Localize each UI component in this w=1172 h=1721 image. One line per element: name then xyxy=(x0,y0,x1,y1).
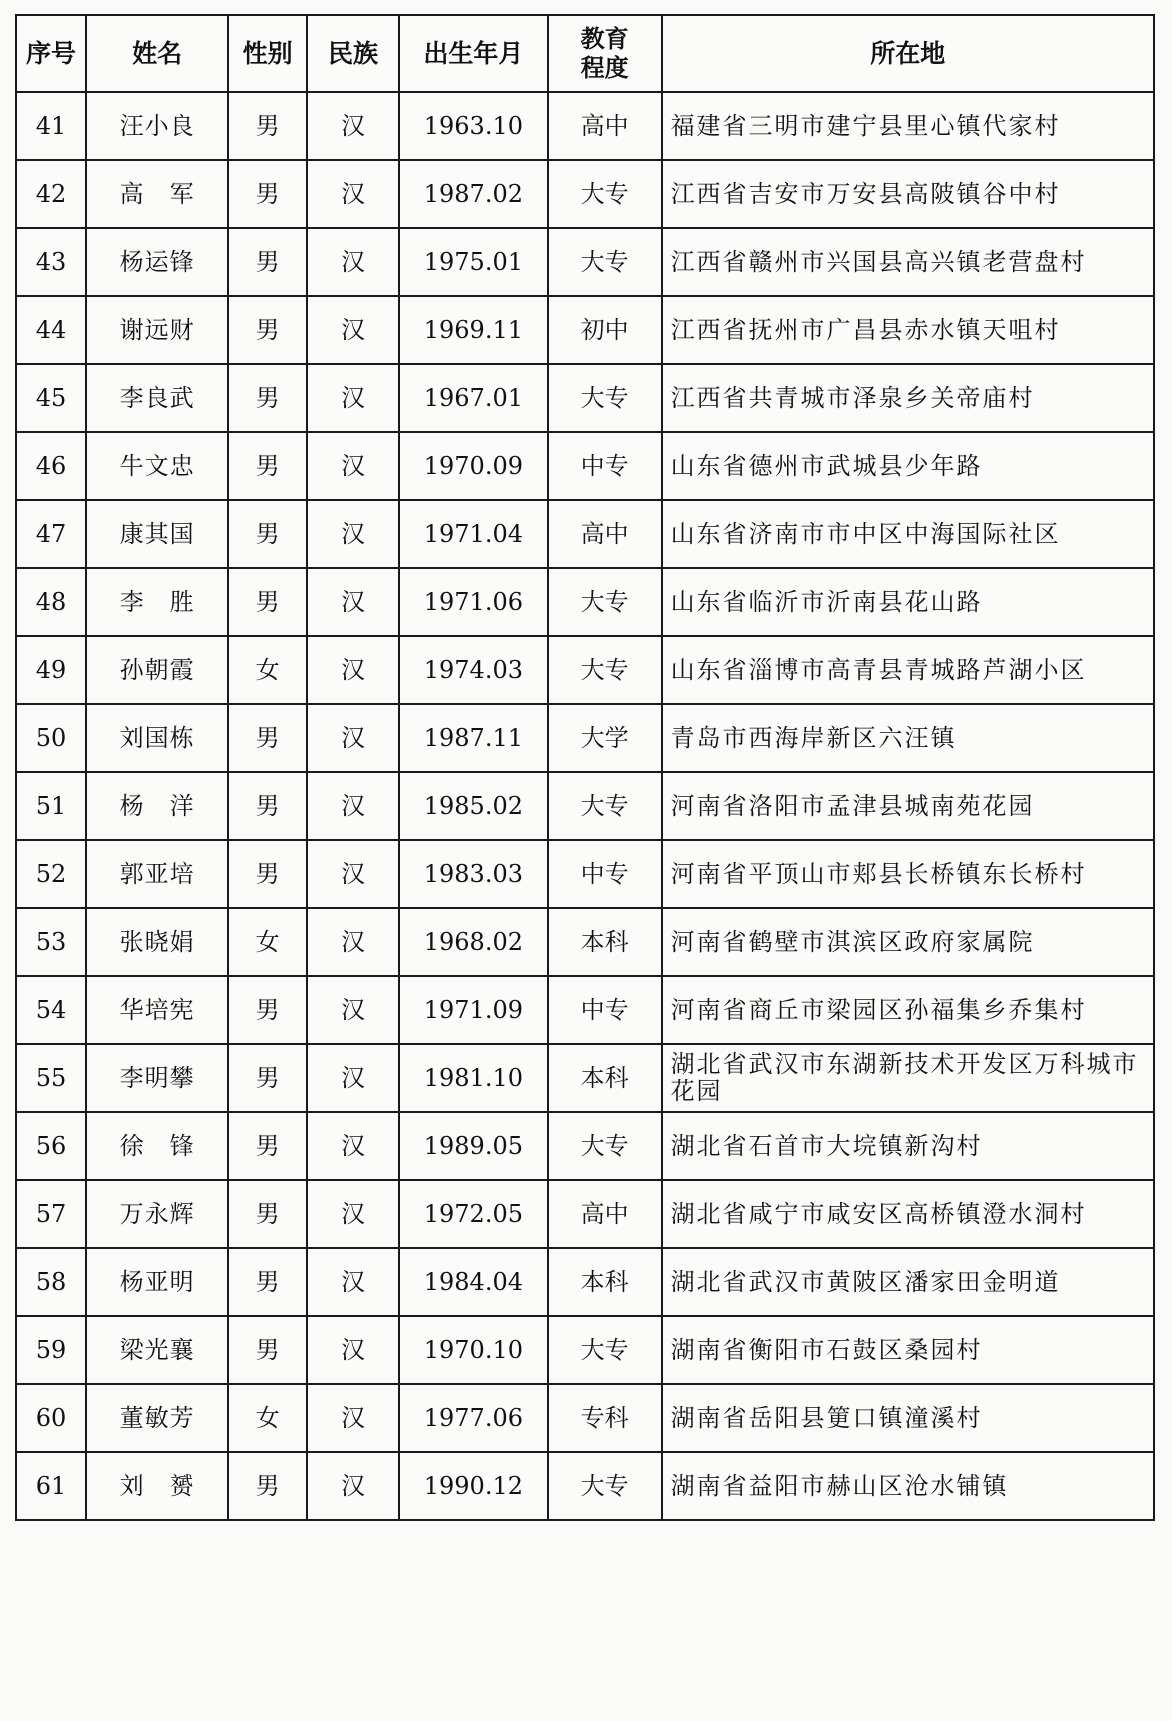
cell-name: 高 军 xyxy=(86,160,228,228)
table-row xyxy=(16,1180,1154,1248)
cell-birth: 1975.01 xyxy=(399,228,548,296)
cell-name: 李 胜 xyxy=(86,568,228,636)
cell-location: 江西省吉安市万安县高陂镇谷中村 xyxy=(662,160,1154,228)
cell-gender: 男 xyxy=(228,92,307,160)
table-body xyxy=(16,92,1154,1520)
cell-seq: 50 xyxy=(16,704,86,772)
cell-gender: 男 xyxy=(228,1248,307,1316)
cell-name: 董敏芳 xyxy=(86,1384,228,1452)
cell-name: 康其国 xyxy=(86,500,228,568)
header-birth: 出生年月 xyxy=(399,15,548,92)
cell-seq: 48 xyxy=(16,568,86,636)
cell-birth: 1971.06 xyxy=(399,568,548,636)
cell-ethnicity: 汉 xyxy=(307,772,399,840)
cell-location: 福建省三明市建宁县里心镇代家村 xyxy=(662,92,1154,160)
cell-location: 江西省共青城市泽泉乡关帝庙村 xyxy=(662,364,1154,432)
table-row xyxy=(16,772,1154,840)
cell-location: 湖南省岳阳县筻口镇潼溪村 xyxy=(662,1384,1154,1452)
cell-education: 本科 xyxy=(548,1248,662,1316)
header-seq: 序号 xyxy=(16,15,86,92)
cell-seq: 41 xyxy=(16,92,86,160)
table-row xyxy=(16,228,1154,296)
cell-seq: 46 xyxy=(16,432,86,500)
cell-education: 高中 xyxy=(548,92,662,160)
table-row xyxy=(16,1112,1154,1180)
cell-gender: 男 xyxy=(228,840,307,908)
cell-birth: 1989.05 xyxy=(399,1112,548,1180)
cell-gender: 男 xyxy=(228,228,307,296)
header-location: 所在地 xyxy=(662,15,1154,92)
cell-ethnicity: 汉 xyxy=(307,160,399,228)
cell-seq: 53 xyxy=(16,908,86,976)
cell-location: 湖北省武汉市黄陂区潘家田金明道 xyxy=(662,1248,1154,1316)
table-row xyxy=(16,1044,1154,1112)
cell-name: 杨亚明 xyxy=(86,1248,228,1316)
cell-location: 河南省洛阳市孟津县城南苑花园 xyxy=(662,772,1154,840)
cell-birth: 1967.01 xyxy=(399,364,548,432)
cell-name: 汪小良 xyxy=(86,92,228,160)
cell-education: 中专 xyxy=(548,976,662,1044)
cell-ethnicity: 汉 xyxy=(307,840,399,908)
cell-seq: 55 xyxy=(16,1044,86,1112)
cell-education: 本科 xyxy=(548,908,662,976)
cell-location: 江西省赣州市兴国县高兴镇老营盘村 xyxy=(662,228,1154,296)
cell-name: 杨 洋 xyxy=(86,772,228,840)
cell-birth: 1977.06 xyxy=(399,1384,548,1452)
cell-birth: 1983.03 xyxy=(399,840,548,908)
table-row xyxy=(16,432,1154,500)
cell-birth: 1970.10 xyxy=(399,1316,548,1384)
cell-location: 河南省鹤壁市淇滨区政府家属院 xyxy=(662,908,1154,976)
cell-ethnicity: 汉 xyxy=(307,1384,399,1452)
table-row xyxy=(16,296,1154,364)
cell-location: 山东省临沂市沂南县花山路 xyxy=(662,568,1154,636)
cell-gender: 男 xyxy=(228,1180,307,1248)
cell-name: 万永辉 xyxy=(86,1180,228,1248)
cell-seq: 54 xyxy=(16,976,86,1044)
cell-education: 专科 xyxy=(548,1384,662,1452)
cell-seq: 47 xyxy=(16,500,86,568)
cell-gender: 男 xyxy=(228,772,307,840)
cell-ethnicity: 汉 xyxy=(307,92,399,160)
cell-ethnicity: 汉 xyxy=(307,1180,399,1248)
cell-education: 初中 xyxy=(548,296,662,364)
cell-birth: 1974.03 xyxy=(399,636,548,704)
cell-education: 大专 xyxy=(548,1112,662,1180)
cell-name: 谢远财 xyxy=(86,296,228,364)
table-row xyxy=(16,364,1154,432)
cell-seq: 49 xyxy=(16,636,86,704)
cell-location: 山东省淄博市高青县青城路芦湖小区 xyxy=(662,636,1154,704)
cell-education: 大专 xyxy=(548,1316,662,1384)
header-ethnicity: 民族 xyxy=(307,15,399,92)
header-row xyxy=(16,15,1154,92)
table-row xyxy=(16,500,1154,568)
cell-gender: 男 xyxy=(228,1112,307,1180)
cell-education: 大专 xyxy=(548,568,662,636)
table-row xyxy=(16,1316,1154,1384)
cell-location: 河南省平顶山市郏县长桥镇东长桥村 xyxy=(662,840,1154,908)
cell-seq: 58 xyxy=(16,1248,86,1316)
cell-education: 大学 xyxy=(548,704,662,772)
cell-birth: 1972.05 xyxy=(399,1180,548,1248)
cell-education: 大专 xyxy=(548,1452,662,1520)
cell-ethnicity: 汉 xyxy=(307,1112,399,1180)
cell-seq: 56 xyxy=(16,1112,86,1180)
cell-education: 高中 xyxy=(548,500,662,568)
cell-birth: 1985.02 xyxy=(399,772,548,840)
cell-birth: 1987.11 xyxy=(399,704,548,772)
header-gender: 性别 xyxy=(228,15,307,92)
cell-birth: 1963.10 xyxy=(399,92,548,160)
cell-gender: 男 xyxy=(228,432,307,500)
cell-education: 大专 xyxy=(548,364,662,432)
cell-ethnicity: 汉 xyxy=(307,1248,399,1316)
table-row xyxy=(16,160,1154,228)
cell-seq: 59 xyxy=(16,1316,86,1384)
cell-seq: 61 xyxy=(16,1452,86,1520)
cell-location: 湖北省咸宁市咸安区高桥镇澄水洞村 xyxy=(662,1180,1154,1248)
cell-gender: 男 xyxy=(228,364,307,432)
cell-location: 湖北省石首市大垸镇新沟村 xyxy=(662,1112,1154,1180)
cell-seq: 43 xyxy=(16,228,86,296)
cell-seq: 44 xyxy=(16,296,86,364)
cell-gender: 男 xyxy=(228,704,307,772)
cell-education: 中专 xyxy=(548,432,662,500)
cell-ethnicity: 汉 xyxy=(307,1452,399,1520)
cell-seq: 52 xyxy=(16,840,86,908)
cell-name: 刘 赟 xyxy=(86,1452,228,1520)
cell-location: 江西省抚州市广昌县赤水镇天咀村 xyxy=(662,296,1154,364)
header-education xyxy=(548,15,662,92)
cell-education: 大专 xyxy=(548,636,662,704)
cell-name: 刘国栋 xyxy=(86,704,228,772)
cell-gender: 女 xyxy=(228,1384,307,1452)
table-row xyxy=(16,704,1154,772)
cell-name: 杨运锋 xyxy=(86,228,228,296)
cell-ethnicity: 汉 xyxy=(307,228,399,296)
table-row xyxy=(16,908,1154,976)
cell-location: 青岛市西海岸新区六汪镇 xyxy=(662,704,1154,772)
cell-birth: 1971.09 xyxy=(399,976,548,1044)
cell-gender: 男 xyxy=(228,1316,307,1384)
cell-ethnicity: 汉 xyxy=(307,432,399,500)
cell-ethnicity: 汉 xyxy=(307,976,399,1044)
table-row xyxy=(16,840,1154,908)
cell-birth: 1970.09 xyxy=(399,432,548,500)
cell-location: 湖南省衡阳市石鼓区桑园村 xyxy=(662,1316,1154,1384)
cell-gender: 女 xyxy=(228,908,307,976)
cell-birth: 1969.11 xyxy=(399,296,548,364)
cell-seq: 42 xyxy=(16,160,86,228)
table-row xyxy=(16,568,1154,636)
cell-name: 李良武 xyxy=(86,364,228,432)
cell-education: 本科 xyxy=(548,1044,662,1112)
cell-birth: 1971.04 xyxy=(399,500,548,568)
cell-birth: 1981.10 xyxy=(399,1044,548,1112)
header-name: 姓名 xyxy=(86,15,228,92)
cell-education: 大专 xyxy=(548,228,662,296)
cell-birth: 1984.04 xyxy=(399,1248,548,1316)
cell-ethnicity: 汉 xyxy=(307,364,399,432)
table-row xyxy=(16,92,1154,160)
cell-name: 李明攀 xyxy=(86,1044,228,1112)
cell-gender: 男 xyxy=(228,1452,307,1520)
cell-seq: 51 xyxy=(16,772,86,840)
cell-gender: 男 xyxy=(228,500,307,568)
cell-ethnicity: 汉 xyxy=(307,704,399,772)
cell-seq: 60 xyxy=(16,1384,86,1452)
cell-education: 中专 xyxy=(548,840,662,908)
header-education-line1: 教育 xyxy=(580,24,629,53)
table-row xyxy=(16,636,1154,704)
cell-birth: 1968.02 xyxy=(399,908,548,976)
cell-gender: 男 xyxy=(228,296,307,364)
table-row xyxy=(16,976,1154,1044)
cell-seq: 57 xyxy=(16,1180,86,1248)
personnel-table xyxy=(15,14,1155,1521)
cell-gender: 女 xyxy=(228,636,307,704)
table-header xyxy=(16,15,1154,92)
table-row xyxy=(16,1248,1154,1316)
cell-seq: 45 xyxy=(16,364,86,432)
table-row xyxy=(16,1452,1154,1520)
cell-name: 华培宪 xyxy=(86,976,228,1044)
cell-ethnicity: 汉 xyxy=(307,908,399,976)
cell-ethnicity: 汉 xyxy=(307,296,399,364)
cell-education: 大专 xyxy=(548,160,662,228)
cell-gender: 男 xyxy=(228,976,307,1044)
cell-birth: 1990.12 xyxy=(399,1452,548,1520)
cell-birth: 1987.02 xyxy=(399,160,548,228)
cell-gender: 男 xyxy=(228,568,307,636)
cell-ethnicity: 汉 xyxy=(307,1044,399,1112)
cell-ethnicity: 汉 xyxy=(307,1316,399,1384)
cell-ethnicity: 汉 xyxy=(307,568,399,636)
cell-ethnicity: 汉 xyxy=(307,500,399,568)
cell-location: 山东省德州市武城县少年路 xyxy=(662,432,1154,500)
cell-location: 山东省济南市市中区中海国际社区 xyxy=(662,500,1154,568)
cell-location: 河南省商丘市梁园区孙福集乡乔集村 xyxy=(662,976,1154,1044)
header-education-line2: 程度 xyxy=(580,53,629,82)
cell-education: 高中 xyxy=(548,1180,662,1248)
table-row xyxy=(16,1384,1154,1452)
cell-name: 郭亚培 xyxy=(86,840,228,908)
cell-location: 湖南省益阳市赫山区沧水铺镇 xyxy=(662,1452,1154,1520)
cell-location: 湖北省武汉市东湖新技术开发区万科城市花园 xyxy=(662,1044,1154,1112)
cell-ethnicity: 汉 xyxy=(307,636,399,704)
cell-gender: 男 xyxy=(228,160,307,228)
cell-education: 大专 xyxy=(548,772,662,840)
cell-name: 梁光襄 xyxy=(86,1316,228,1384)
cell-name: 牛文忠 xyxy=(86,432,228,500)
cell-name: 徐 锋 xyxy=(86,1112,228,1180)
cell-gender: 男 xyxy=(228,1044,307,1112)
cell-name: 张晓娟 xyxy=(86,908,228,976)
cell-name: 孙朝霞 xyxy=(86,636,228,704)
